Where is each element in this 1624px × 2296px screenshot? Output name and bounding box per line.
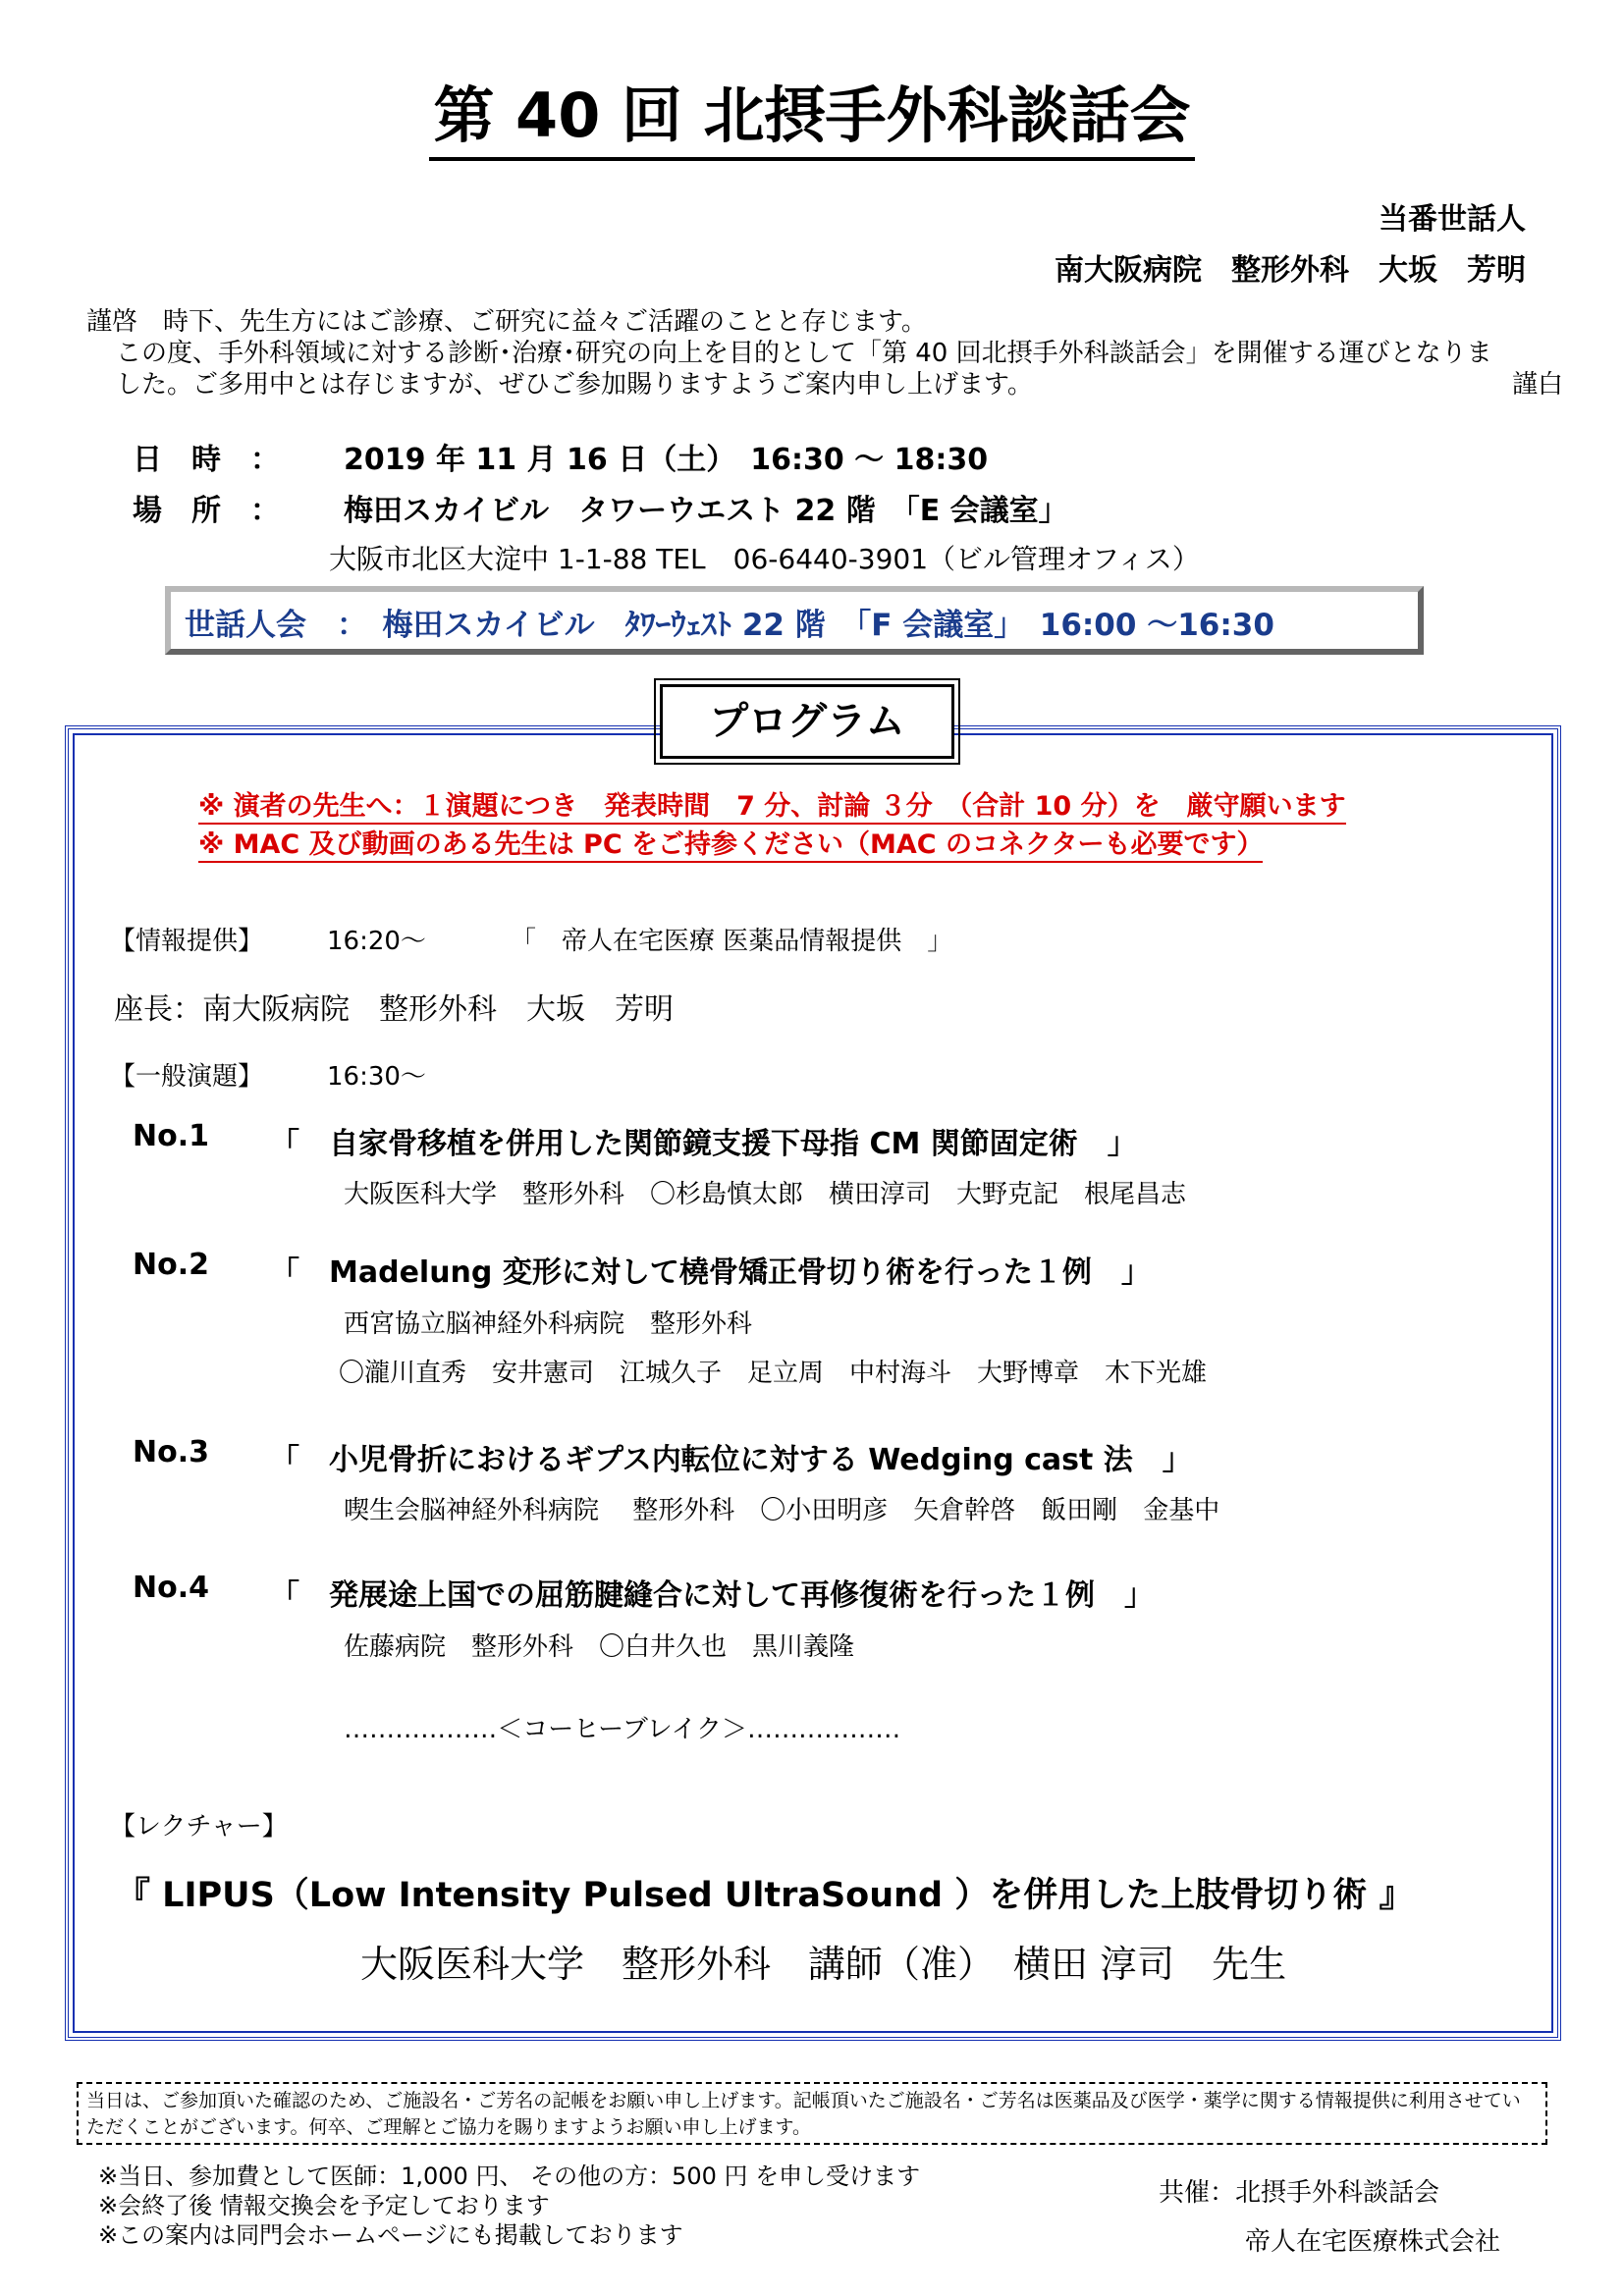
talk-2-authors: 〇瀧川直秀 安井憲司 江城久子 足立周 中村海斗 大野博章 木下光雄 — [339, 1359, 1208, 1388]
note-2: ※会終了後 情報交換会を予定しております — [98, 2192, 550, 2219]
sponsor-line-2: 帝人在宅医療株式会社 — [1245, 2227, 1501, 2257]
committee-box — [165, 586, 1424, 655]
lecture-label: 【レクチャー】 — [110, 1812, 288, 1842]
talk-4-title: 「 発展途上国での屈筋腱縫合に対して再修復術を行った１例 」 — [270, 1578, 1154, 1613]
talk-3-authors: 喫生会脳神経外科病院 整形外科 〇小田明彦 矢倉幹啓 飯田剛 金基中 — [344, 1496, 1220, 1525]
greeting-line-2: この度、手外科領域に対する診断･治療･研究の向上を目的として「第 40 回北摂手外科談話会」を開催する運びとなりま — [116, 339, 1492, 368]
talk-1-no: No.1 — [133, 1119, 209, 1153]
talk-1-title: 「 自家骨移植を併用した関節鏡支援下母指 CM 関節固定術 」 — [270, 1127, 1137, 1161]
talk-2-affiliation: 西宮協立脳神経外科病院 整形外科 — [344, 1309, 753, 1339]
sponsor-line-1: 共催：北摂手外科談話会 — [1159, 2178, 1440, 2208]
talk-2-no: No.2 — [133, 1248, 209, 1282]
lecturer: 大阪医科大学 整形外科 講師（准） 横田 淳司 先生 — [360, 1943, 1287, 1986]
lecture-title: 『 LIPUS（Low Intensity Pulsed UltraSound ）を併用した上肢骨切り術 』 — [116, 1876, 1414, 1915]
chair: 座長：南大阪病院 整形外科 大坂 芳明 — [114, 992, 674, 1027]
talk-2-title: 「 Madelung 変形に対して橈骨矯正骨切り術を行った１例 」 — [270, 1255, 1151, 1290]
note-1: ※当日、参加費として医師：1,000 円、 その他の方：500 円 を申し受けます — [98, 2163, 921, 2190]
greeting-line-1: 謹啓 時下、先生方にはご診療、ご研究に益々ご活躍のことと存じます。 — [86, 307, 927, 337]
note-3: ※この案内は同門会ホームページにも掲載しております — [98, 2221, 683, 2249]
speaker-notice-1: ※ 演者の先生へ：１演題につき 発表時間 7 分、討論 ３分 （合計 10 分）を 厳守願います — [198, 784, 1346, 825]
datetime-value: 2019 年 11 月 16 日（土） 16:30 ～ 18:30 — [344, 443, 989, 477]
info-title: 「 帝人在宅医療 医薬品情報提供 」 — [511, 927, 953, 956]
talk-1-authors: 大阪医科大学 整形外科 〇杉島慎太郎 横田淳司 大野克記 根尾昌志 — [344, 1180, 1187, 1209]
host-person: 南大阪病院 整形外科 大坂 芳明 — [1055, 253, 1526, 288]
talk-4-authors: 佐藤病院 整形外科 〇白井久也 黒川義隆 — [344, 1632, 855, 1662]
talk-3-no: No.3 — [133, 1435, 209, 1469]
info-time: 16:20～ — [327, 927, 426, 956]
info-label: 【情報提供】 — [110, 927, 264, 956]
greeting-closing: 謹白 — [1512, 370, 1564, 400]
speaker-notice-2: ※ MAC 及び動画のある先生は PC をご持参ください（MAC のコネクターも必要です） — [198, 823, 1263, 863]
venue-label: 場 所 ： — [133, 494, 280, 528]
registration-notice: 当日は、ご参加頂いた確認のため、ご施設名・ご芳名の記帳をお願い申し上げます。記帳頂いたご施設名・ご芳名は医薬品及び医学・薬学に関する情報提供に利用させていただくことがございます。何卒、ご理解とご協力を賜りますようお願い申し上げます。 — [77, 2082, 1547, 2145]
host-label: 当番世話人 — [1379, 202, 1526, 237]
program-heading: プログラム — [660, 684, 954, 759]
talk-4-no: No.4 — [133, 1571, 209, 1605]
talk-3-title: 「 小児骨折におけるギプス内転位に対する Wedging cast 法 」 — [270, 1443, 1192, 1477]
general-label: 【一般演題】 — [110, 1062, 264, 1092]
venue-value: 梅田スカイビル タワーウエスト 22 階 「E 会議室」 — [344, 494, 1068, 528]
page-title: 第 40 回 北摂手外科談話会 — [0, 67, 1624, 154]
committee-text: 世話人会 ： 梅田スカイビル ﾀﾜｰｳｪｽﾄ 22 階 「F 会議室」 16:00 ～16:30 — [185, 608, 1274, 643]
general-time: 16:30～ — [327, 1062, 426, 1092]
coffee-break: ‥‥‥‥‥‥‥‥‥＜コーヒーブレイク＞‥‥‥‥‥‥‥‥‥ — [344, 1715, 901, 1744]
greeting-line-3: した。ご多用中とは存じますが、ぜひご参加賜りますようご案内申し上げます。 — [116, 370, 1033, 400]
datetime-label: 日 時 ： — [133, 443, 280, 477]
venue-address: 大阪市北区大淀中 1-1-88 TEL 06-6440-3901（ビル管理オフィス） — [329, 543, 1200, 575]
